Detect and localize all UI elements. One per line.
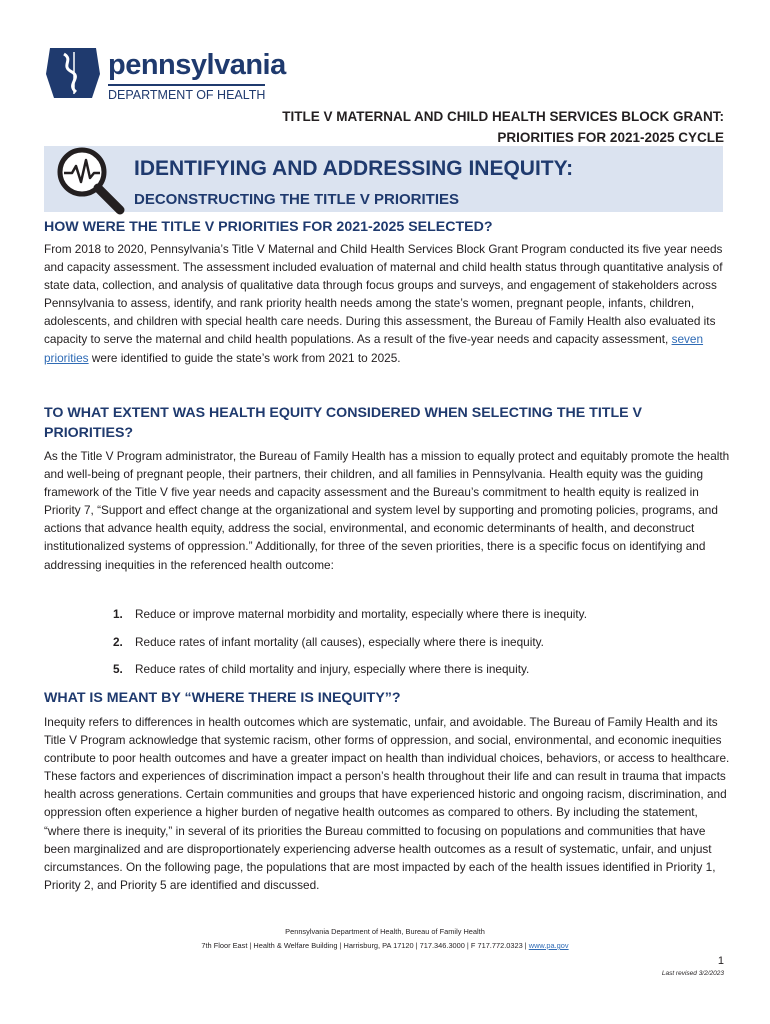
- logo-department: DEPARTMENT OF HEALTH: [108, 84, 265, 102]
- grant-title-line1: TITLE V MATERNAL AND CHILD HEALTH SERVICES BLOCK GRANT:: [282, 109, 724, 124]
- list-item-number: 5.: [113, 662, 123, 676]
- list-item-number: 2.: [113, 635, 123, 649]
- section2-body: As the Title V Program administrator, the Bureau of Family Health has a mission to equally protect and equitably promote the health and well-being of pregnant people, their partners, their children, and all families in Pennsylvania. Health equity was the guiding framework of the Title V five year needs and capacity assessment and the Bureau’s commitment to health equity is realized in Priority 7, “Support and effect change at the organizational and system level by supporting and promoting policies, programs, and actions that advance health equity, address the social, environmental, and economic determinants of health, and deconstruct institutionalized systems of oppression.” Additionally, for three of the seven priorities, there is a specific focus on identifying and addressing inequities in the referenced health outcome:: [44, 449, 730, 572]
- footer-address: [44, 940, 726, 951]
- keystone-logo-icon: [44, 44, 102, 102]
- banner-title: IDENTIFYING AND ADDRESSING INEQUITY:: [134, 157, 574, 180]
- banner-subtitle: DECONSTRUCTING THE TITLE V PRIORITIES: [134, 191, 460, 208]
- seven-priorities-link[interactable]: seven priorities: [44, 332, 704, 365]
- revised-date: Last revised 3/2/2023: [661, 970, 724, 977]
- list-item-text: Reduce rates of child mortality and injury, especially where there is inequity.: [135, 662, 530, 676]
- list-item: [113, 660, 713, 678]
- grant-title-line2: PRIORITIES FOR 2021-2025 CYCLE: [497, 130, 724, 145]
- footer-address-text: 7th Floor East | Health & Welfare Building | Harrisburg, PA 17120 | 717.346.3000 | F 717.772.0323 |: [201, 941, 527, 950]
- pa-health-logo: [44, 44, 284, 104]
- logo-wordmark: pennsylvania: [108, 49, 286, 81]
- section2-heading: TO WHAT EXTENT WAS HEALTH EQUITY CONSIDERED WHEN SELECTING THE TITLE V PRIORITIES?: [44, 405, 642, 441]
- section1-text-after: were identified to guide the state’s work from 2021 to 2025.: [91, 350, 401, 365]
- list-item-text: Reduce rates of infant mortality (all causes), especially where there is inequity.: [135, 635, 544, 649]
- section3-heading: WHAT IS MEANT BY “WHERE THERE IS INEQUITY”?: [44, 690, 401, 706]
- section1-heading: HOW WERE THE TITLE V PRIORITIES FOR 2021-2025 SELECTED?: [44, 219, 493, 235]
- list-item-text: Reduce or improve maternal morbidity and mortality, especially where there is inequity.: [135, 607, 587, 621]
- list-item: [113, 633, 713, 651]
- magnifier-heartbeat-icon: [50, 140, 128, 218]
- section3-body: Inequity refers to differences in health outcomes which are systematic, unfair, and avoidable. The Bureau of Family Health and its Title V Program acknowledge that systemic racism, other forms of oppression, and social, environmental, and economic inequities contribute to poor health outcomes and have a greater impact on health than individual choices, behaviors, or access to healthcare. These factors and experiences of discrimination impact a person’s health throughout their life and can result in trauma that impacts health across generations. Certain communities and groups that have experienced historic and ongoing racism, discrimination, and oppression often experience a higher burden of negative health outcomes as compared to others. By including the statement, “where there is inequity,” in several of its priorities the Bureau committed to focusing on populations and communities that have been marginalized and are disproportionately experiencing adverse health outcomes as a result of systematic, unfair, and unjust circumstances. On the following page, the populations that are most impacted by each of the health issues identified in Priority 1, Priority 2, and Priority 5 are identified and discussed.: [44, 715, 730, 892]
- section1-body: [44, 240, 734, 367]
- footer-website-link[interactable]: www.pa.gov: [528, 941, 569, 950]
- grant-title: [282, 106, 724, 148]
- section1-text-before: From 2018 to 2020, Pennsylvania’s Title V Maternal and Child Health Services Block Grant Program conducted its five year needs and capacity assessment. The assessment included evaluation of maternal and child health status through quantitative analysis of state data, collection, and analysis of qualitative data through focus groups and surveys, and engagement of stakeholders across Pennsylvania to assess, identify, and rank priority health needs among the state’s women, pregnant people, infants, children, adolescents, and children with special health care needs. During this assessment, the Bureau of Family Health also evaluated its capacity to serve the maternal and child health populations. As a result of the five-year needs and capacity assessment,: [44, 242, 723, 347]
- footer-org: Pennsylvania Department of Health, Bureau of Family Health: [285, 927, 485, 936]
- list-item: [113, 605, 713, 623]
- list-item-number: 1.: [113, 607, 123, 621]
- page-number: 1: [717, 955, 724, 967]
